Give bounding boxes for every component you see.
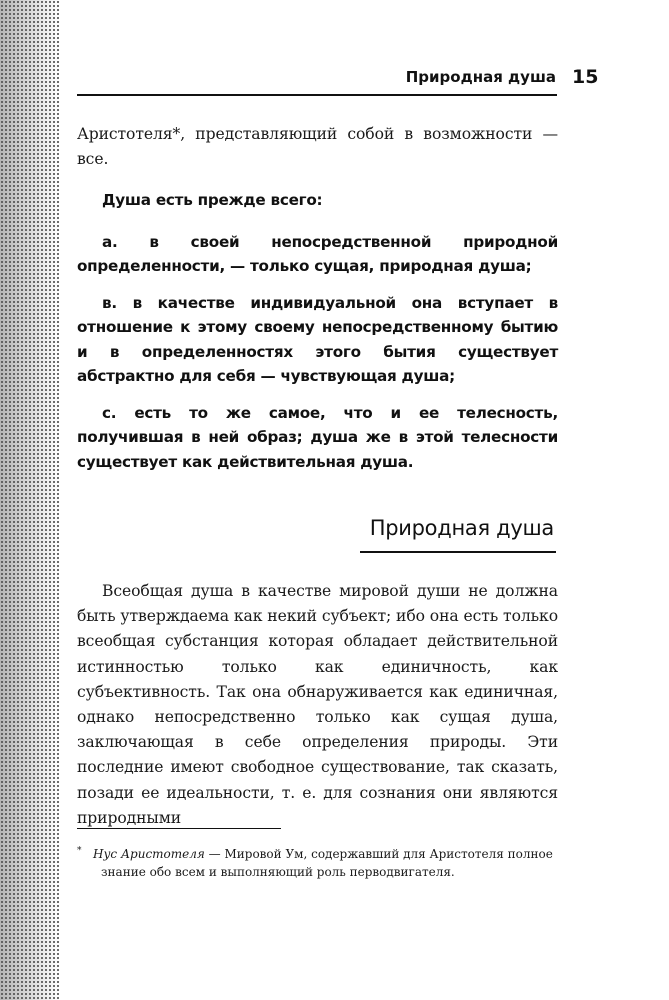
page-number: 15 (572, 66, 599, 88)
footnote-body (85, 845, 557, 881)
definition-lead: Душа есть прежде всего: (102, 191, 323, 209)
definition-item-c: с. есть то же самое, что и ее телесность, получившая в ней образ; душа же в этой телесности существует как действительная душа. (77, 404, 558, 471)
footnote-marker: * (77, 846, 82, 856)
footnote (77, 845, 557, 881)
continuation-paragraph: Аристотеля*, представляющий собой в возможности — все. (77, 125, 558, 169)
definition-item-a: а. в своей непосредственной природной определенности, — только сущая, природная душа; (77, 233, 558, 276)
header-rule (77, 94, 557, 96)
footnote-rule (77, 828, 281, 829)
running-title: Природная душа (405, 68, 556, 86)
section-heading: Природная душа (369, 516, 554, 540)
page-edge-shading (0, 0, 60, 1000)
definition-item-b: в. в качестве индивидуальной она вступает в отношение к этому своему непосредственному бытию и в определенностях этого бытия существует абстрактно для себя — чувствующая душа; (77, 294, 558, 386)
section-paragraph: Всеобщая душа в качестве мировой души не должна быть утверждаема как некий субъект; ибо она есть только всеобщая субстанция которая обладает действительной истинностью только как единичность, как субъективность. Так она обнаруживается как единичная, однако непосредственно только как сущая душа, заключающая в себе определения природы. Эти последние имеют свободное существование, так сказать, позади ее идеальности, т. е. для сознания они являются природными (77, 582, 558, 827)
footnote-text: — Мировой Ум, содержавший для Аристотеля полное знание обо всем и выполняющий роль перводвигателя. (101, 847, 553, 879)
footnote-term: Нус Аристотеля (93, 847, 205, 861)
section-heading-rule (360, 551, 556, 553)
